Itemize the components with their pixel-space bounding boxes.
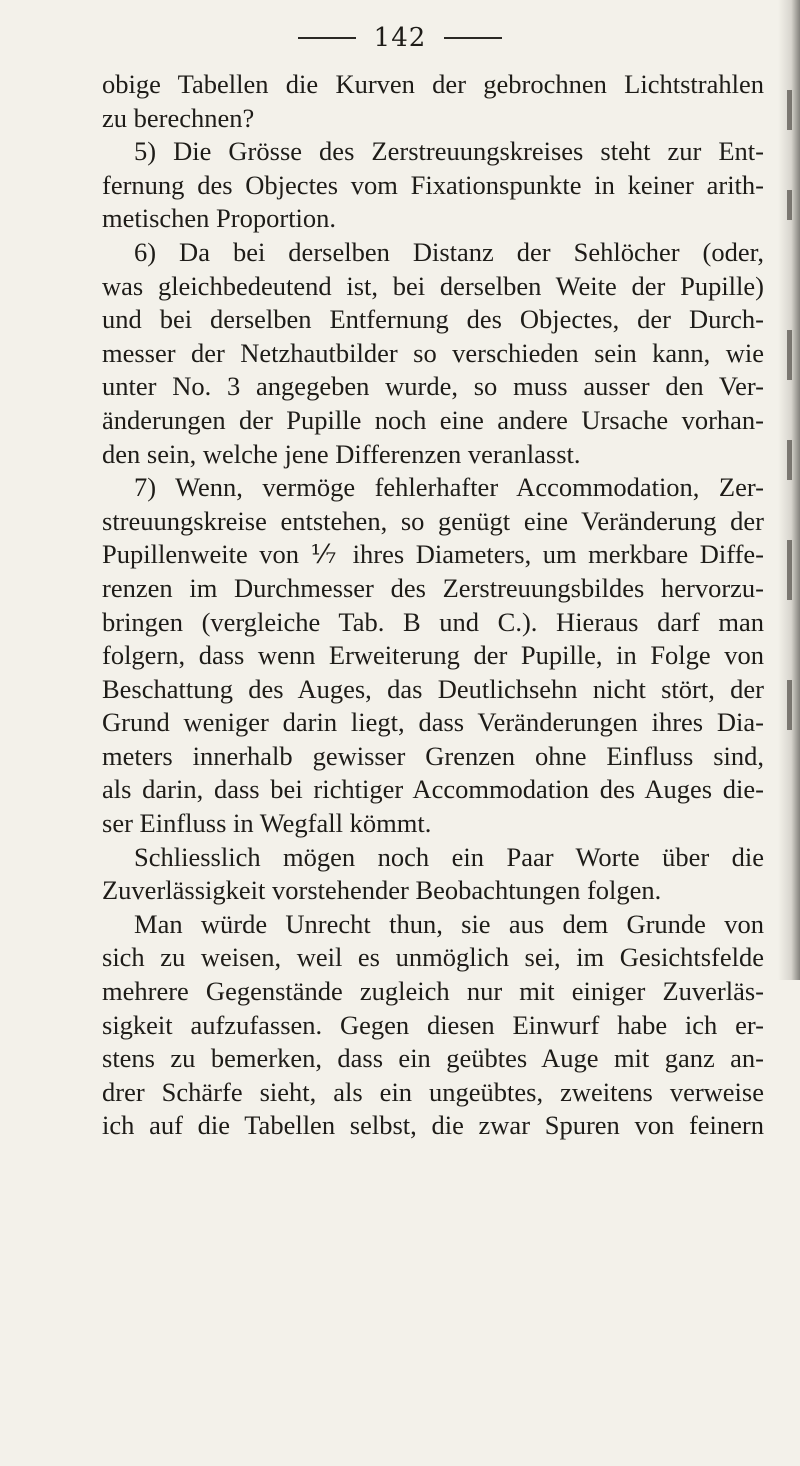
header-rule-right bbox=[444, 37, 502, 39]
text-line: 5) Die Grösse des Zerstreuungskreises steht zur Ent- bbox=[134, 136, 764, 167]
text-line: renzen im Durchmesser des Zerstreuungsbildes hervorzu- bbox=[102, 572, 764, 603]
text-line: zu berechnen? bbox=[102, 102, 255, 133]
text-line: sigkeit aufzufassen. Gegen diesen Einwurf habe ich er- bbox=[102, 1009, 764, 1040]
text-line: Grund weniger darin liegt, dass Veränderungen ihres Dia- bbox=[102, 707, 764, 738]
body-text bbox=[102, 68, 764, 1143]
text-line: ich auf die Tabellen selbst, die zwar Spuren von feinern bbox=[102, 1110, 764, 1141]
edge-mark bbox=[787, 440, 792, 480]
text-line: Zuverlässigkeit vorstehender Beobachtungen folgen. bbox=[102, 875, 662, 906]
text-line: und bei derselben Entfernung des Objectes, der Durch- bbox=[102, 304, 764, 335]
page-header bbox=[0, 18, 800, 58]
text-line: 7) Wenn, vermöge fehlerhafter Accommodation, Zer- bbox=[134, 472, 764, 503]
text-line: streuungskreise entstehen, so genügt eine Veränderung der bbox=[102, 505, 764, 536]
text-line: sich zu weisen, weil es unmöglich sei, im Gesichtsfelde bbox=[102, 942, 764, 973]
text-line: Beschattung des Auges, das Deutlichsehn nicht stört, der bbox=[102, 673, 764, 704]
text-line: als darin, dass bei richtiger Accommodation des Auges die- bbox=[102, 774, 764, 805]
edge-mark bbox=[787, 540, 792, 600]
edge-mark bbox=[787, 680, 792, 730]
text-line: bringen (vergleiche Tab. B und C.). Hieraus darf man bbox=[102, 606, 764, 637]
text-line: messer der Netzhautbilder so verschieden sein kann, wie bbox=[102, 337, 764, 368]
edge-mark bbox=[787, 330, 792, 380]
text-line: fernung des Objectes vom Fixationspunkte in keiner arith- bbox=[102, 169, 764, 200]
text-line: meters innerhalb gewisser Grenzen ohne Einfluss sind, bbox=[102, 740, 764, 771]
text-line: stens zu bemerken, dass ein geübtes Auge mit ganz an- bbox=[102, 1043, 764, 1074]
edge-mark bbox=[787, 190, 792, 220]
text-line: mehrere Gegenstände zugleich nur mit einiger Zuverläs- bbox=[102, 976, 764, 1007]
text-line: Pupillenweite von ⅐ ihres Diameters, um merkbare Diffe- bbox=[102, 539, 764, 570]
text-line: drer Schärfe sieht, als ein ungeübtes, zweitens verweise bbox=[102, 1076, 764, 1107]
text-line: Schliesslich mögen noch ein Paar Worte über die bbox=[134, 841, 764, 872]
text-line: folgern, dass wenn Erweiterung der Pupille, in Folge von bbox=[102, 640, 764, 671]
text-line: was gleichbedeutend ist, bei derselben Weite der Pupille) bbox=[102, 270, 764, 301]
text-line: unter No. 3 angegeben wurde, so muss ausser den Ver- bbox=[102, 371, 764, 402]
text-line: änderungen der Pupille noch eine andere Ursache vorhan- bbox=[102, 404, 764, 435]
edge-mark bbox=[787, 90, 792, 130]
text-line: ser Einfluss in Wegfall kömmt. bbox=[102, 808, 432, 839]
text-line: metischen Proportion. bbox=[102, 203, 337, 234]
page-edge-shadow bbox=[778, 0, 800, 980]
text-line: Man würde Unrecht thun, sie aus dem Grunde von bbox=[134, 908, 764, 939]
text-line: 6) Da bei derselben Distanz der Sehlöcher (oder, bbox=[134, 236, 764, 267]
text-line: den sein, welche jene Differenzen veranlasst. bbox=[102, 438, 581, 469]
header-rule-left bbox=[298, 37, 356, 39]
page-number: 142 bbox=[373, 23, 427, 53]
text-line: obige Tabellen die Kurven der gebrochnen Lichtstrahlen bbox=[102, 69, 764, 99]
